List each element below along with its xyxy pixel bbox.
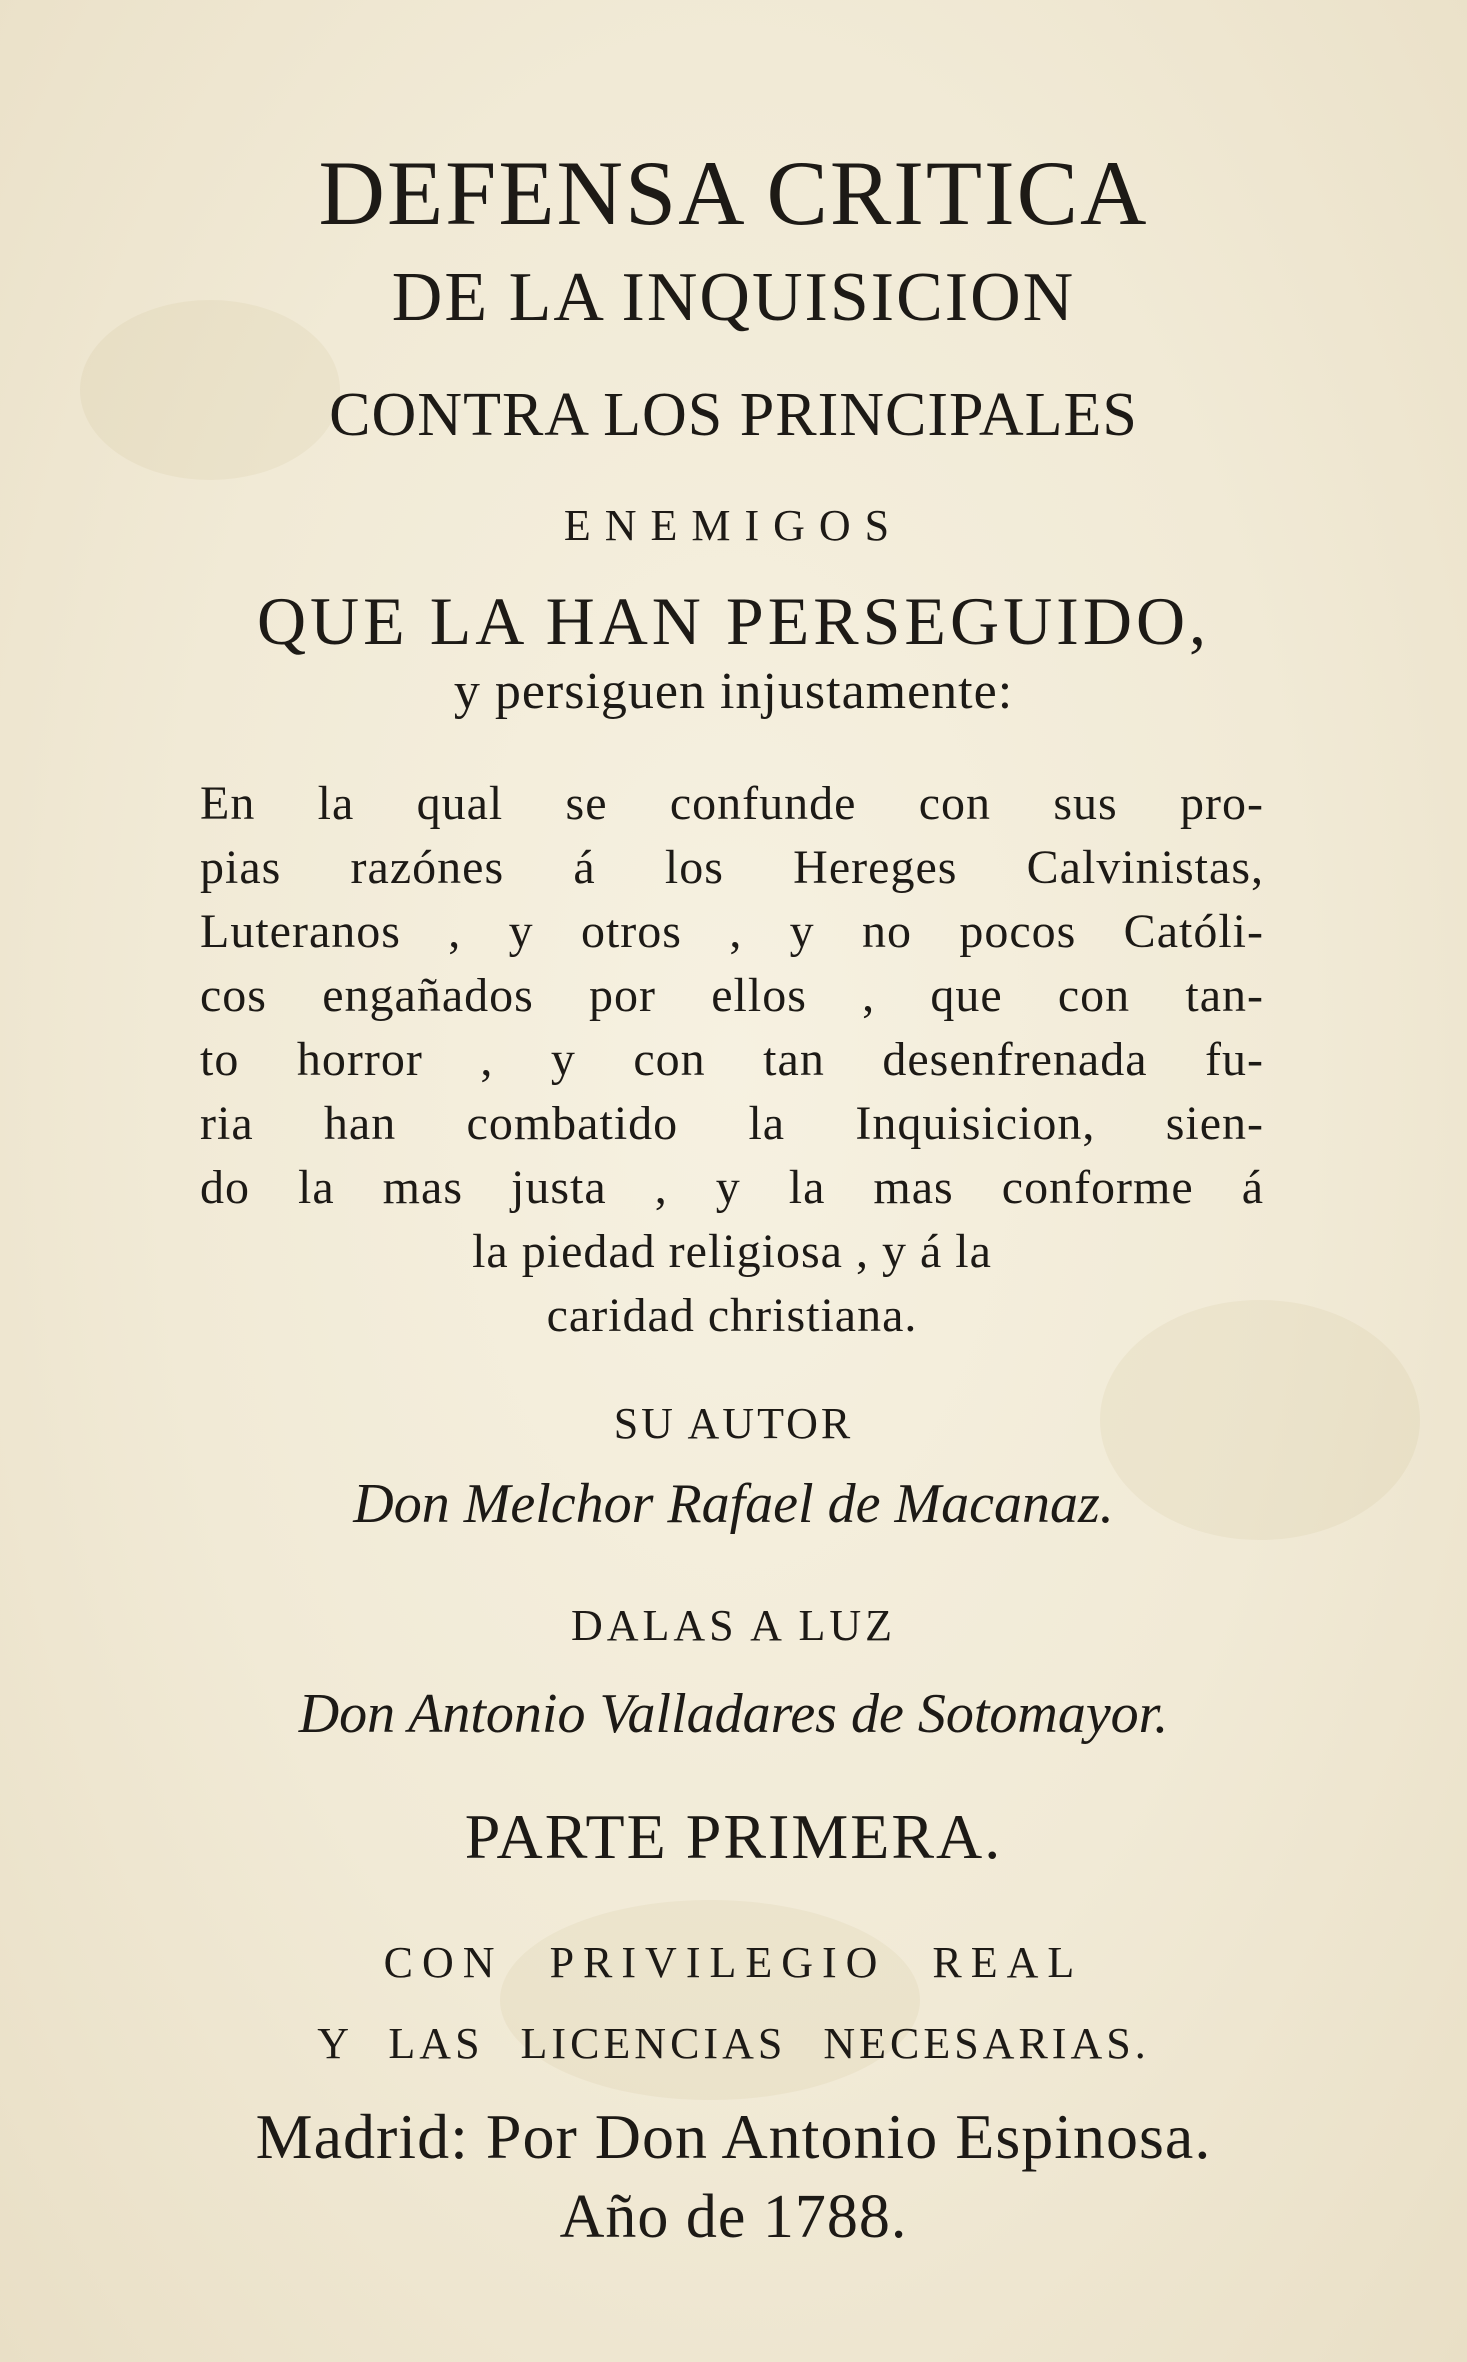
title-line-4: ENEMIGOS	[563, 501, 904, 550]
description-line: pias razónes á los Hereges Calvinistas,	[200, 841, 1264, 894]
title-line-1: DEFENSA CRITICA	[318, 142, 1149, 244]
title-line-5: QUE LA HAN PERSEGUIDO,	[256, 583, 1211, 659]
title-line-3: CONTRA LOS PRINCIPALES	[329, 381, 1138, 449]
privilege-line-1: CON PRIVILEGIO REAL	[383, 1938, 1084, 1987]
title-line-2: DE LA INQUISICION	[391, 259, 1076, 336]
editor-name: Don Antonio Valladares de Sotomayor.	[298, 1683, 1169, 1745]
description-line: Luteranos , y otros , y no pocos Católi-	[200, 905, 1264, 958]
description-line: to horror , y con tan desenfrenada fu-	[200, 1033, 1264, 1086]
description-paragraph	[200, 772, 1264, 1348]
part-heading: PARTE PRIMERA.	[464, 1801, 1003, 1872]
description-line: En la qual se confunde con sus pro-	[200, 777, 1264, 830]
privilege-line-2: Y LAS LICENCIAS NECESARIAS.	[317, 2019, 1150, 2068]
description-line: ria han combatido la Inquisicion, sien-	[200, 1097, 1264, 1150]
author-label: SU AUTOR	[613, 1399, 854, 1448]
author-name: Don Melchor Rafael de Macanaz.	[353, 1473, 1114, 1535]
imprint-year: Año de 1788.	[559, 2183, 908, 2251]
description-line: do la mas justa , y la mas conforme á	[200, 1161, 1264, 1214]
description-line: la piedad religiosa , y á la	[472, 1225, 992, 1278]
paper-stain	[500, 1900, 920, 2100]
description-line: cos engañados por ellos , que con tan-	[200, 969, 1264, 1022]
title-line-6: y persiguen injustamente:	[453, 663, 1014, 720]
editor-label: DALAS A LUZ	[570, 1601, 897, 1650]
imprint-place: Madrid: Por Don Antonio Espinosa.	[255, 2101, 1212, 2172]
description-line: caridad christiana.	[546, 1289, 918, 1342]
